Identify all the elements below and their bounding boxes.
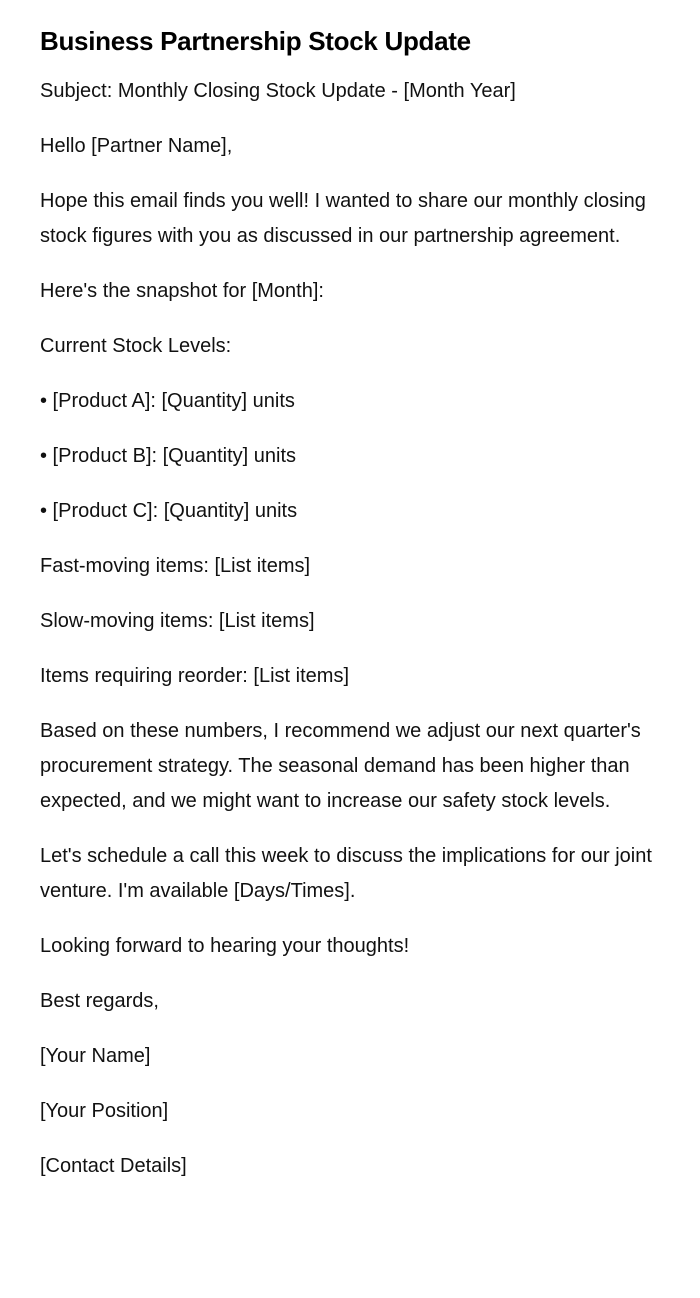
signature-position: [Your Position] <box>40 1100 169 1122</box>
fast-moving-items: Fast-moving items: [List items] <box>40 555 311 577</box>
snapshot-line: Here's the snapshot for [Month]: <box>40 280 324 302</box>
stock-heading: Current Stock Levels: <box>40 335 232 357</box>
greeting: Hello [Partner Name], <box>40 135 233 157</box>
stock-item-product-b: • [Product B]: [Quantity] units <box>40 445 297 467</box>
document-title: Business Partnership Stock Update <box>40 26 471 56</box>
stock-item-product-c: • [Product C]: [Quantity] units <box>40 500 298 522</box>
intro-paragraph: Hope this email finds you well! I wanted to share our monthly closing stock figures with you as discussed in our partnership agreement. <box>40 190 646 247</box>
signature-contact: [Contact Details] <box>40 1155 187 1177</box>
subject-line: Subject: Monthly Closing Stock Update - [Month Year] <box>40 80 516 102</box>
schedule-paragraph: Let's schedule a call this week to discuss the implications for our joint venture. I'm available [Days/Times]. <box>40 845 652 902</box>
slow-moving-items: Slow-moving items: [List items] <box>40 610 315 632</box>
reorder-items: Items requiring reorder: [List items] <box>40 665 349 687</box>
stock-item-product-a: • [Product A]: [Quantity] units <box>40 390 295 412</box>
recommendation-paragraph: Based on these numbers, I recommend we adjust our next quarter's procurement strategy. The seasonal demand has been higher than expected, and we might want to increase our safety stock levels. <box>40 720 641 812</box>
closing-line: Looking forward to hearing your thoughts! <box>40 935 410 957</box>
signature-name: [Your Name] <box>40 1045 151 1067</box>
sign-off: Best regards, <box>40 990 159 1012</box>
